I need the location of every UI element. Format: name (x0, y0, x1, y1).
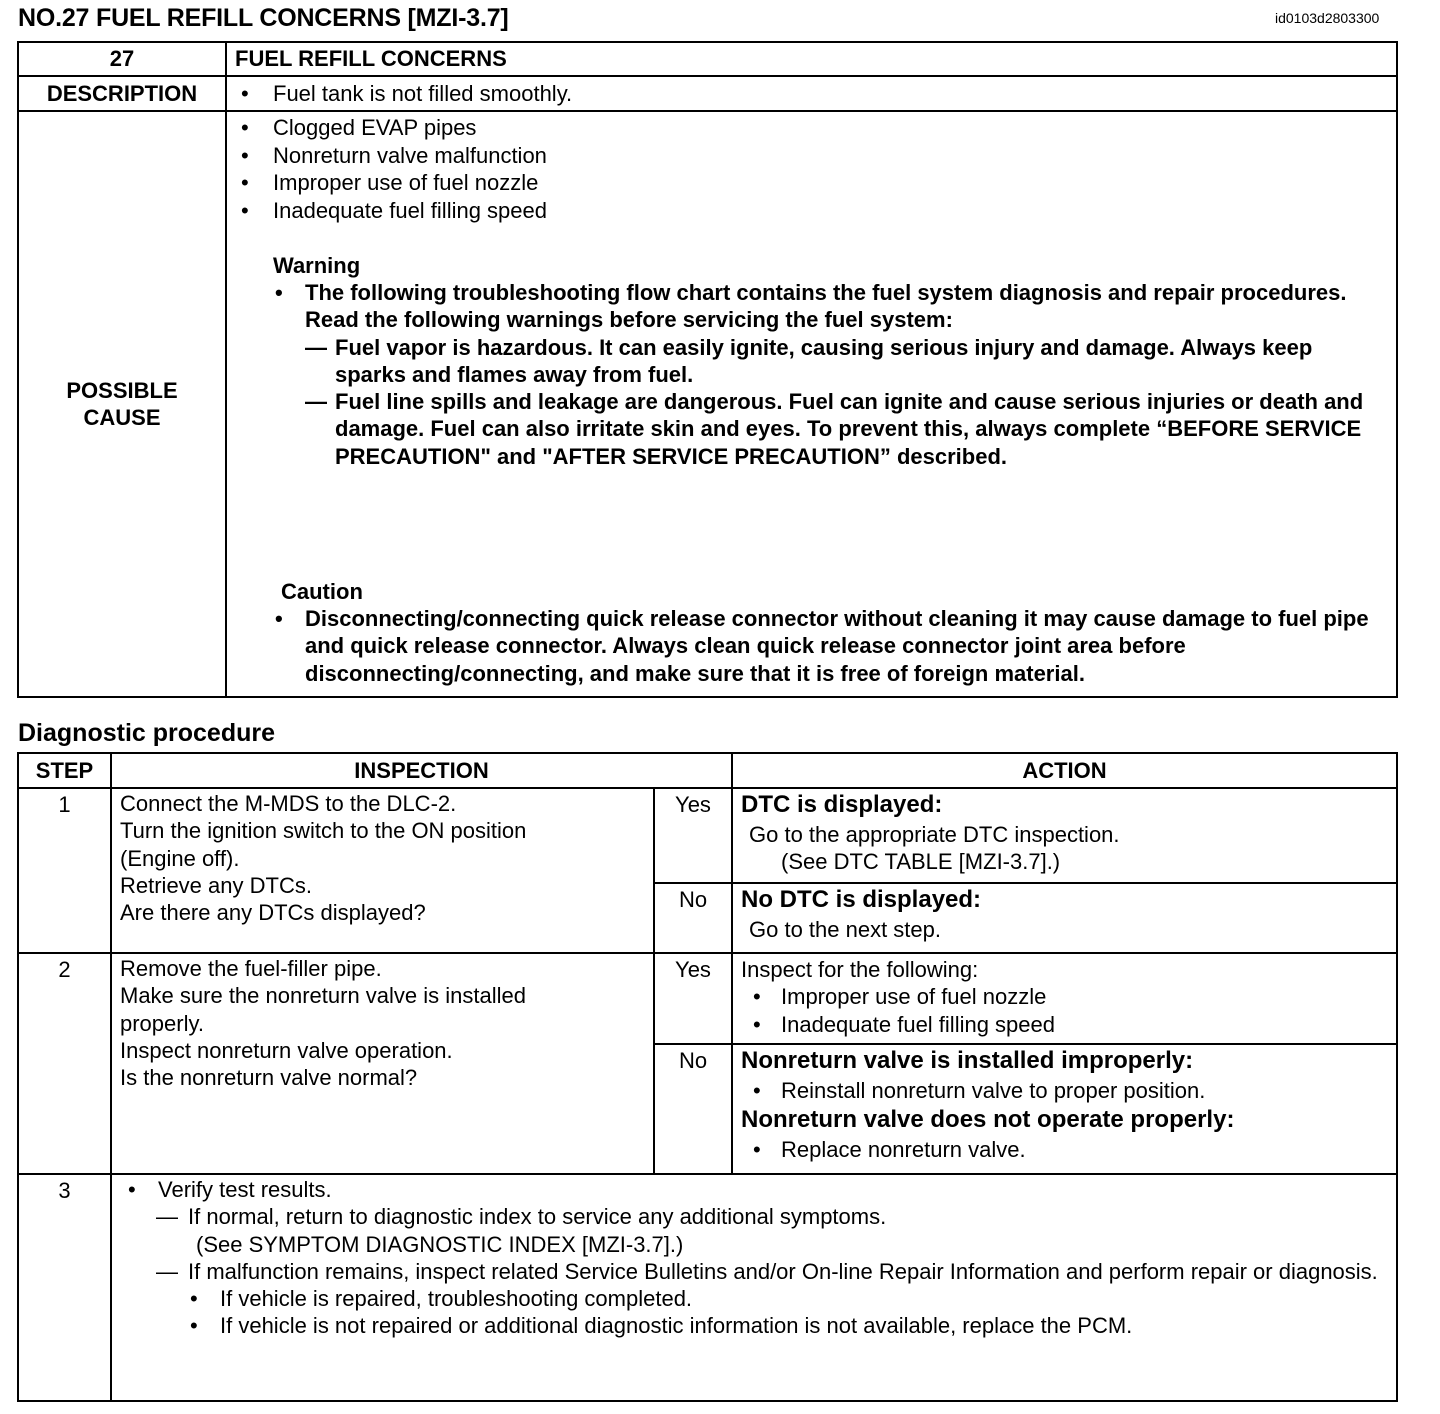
header-step: STEP (18, 753, 111, 788)
step-1-inspection (111, 788, 654, 953)
description-row (18, 76, 1397, 111)
header-action: ACTION (732, 753, 1397, 788)
inspection-line: Remove the fuel-filler pipe. (120, 956, 382, 981)
warning-dash-text: Fuel vapor is hazardous. It can easily ignite, causing serious injury and damage. Always keep sparks and flames away from fuel. (335, 334, 1313, 387)
symptom-table (17, 41, 1398, 698)
step-1-yes-action (732, 788, 1397, 883)
action-reference: (See DTC TABLE [MZI-3.7].) (781, 849, 1061, 875)
inspection-line: Is the nonreturn valve normal? (120, 1065, 418, 1091)
caution-heading: Caution (281, 579, 363, 605)
step-3-sub-bullet: • If vehicle is repaired, troubleshooting completed. (124, 1285, 1384, 1312)
step-3-dash-item: — If normal, return to diagnostic index to service any additional symptoms. (156, 1204, 887, 1230)
step-number: 2 (18, 953, 111, 1174)
action-line: Go to the next step. (749, 917, 942, 942)
step-1-yes-row (18, 788, 1397, 883)
warning-text: • The following troubleshooting flow chart contains the fuel system diagnosis and repair procedures. Read the following warnings before servicing the fuel system: (305, 280, 1347, 333)
step-3-content (111, 1174, 1397, 1401)
inspection-line: properly. (120, 1010, 204, 1036)
action-heading: No DTC is displayed: (741, 886, 982, 913)
possible-cause-label-line-1: POSSIBLE (66, 378, 178, 403)
step-number: 1 (18, 788, 111, 953)
warning-block (227, 279, 1396, 470)
section-title: Diagnostic procedure (18, 719, 275, 747)
diagnostic-table (17, 752, 1398, 1402)
description-label: DESCRIPTION (18, 76, 226, 111)
warning-dash-text: Fuel line spills and leakage are dangerous. Fuel can ignite and cause serious injuries or death and damage. Fuel can also irritate skin and eyes. To prevent this, always complete “BEFORE SERVICE PRECAUTION" and "AFTER SERVICE PRECAUTION” described. (335, 389, 1364, 469)
description-text: • Fuel tank is not filled smoothly. (227, 80, 1396, 108)
inspection-line: (Engine off). (120, 845, 240, 871)
symptom-name: FUEL REFILL CONCERNS (226, 42, 1397, 76)
cause-item: • Clogged EVAP pipes (227, 114, 1396, 142)
step-1-no-action (732, 883, 1397, 953)
inspection-line: Turn the ignition switch to the ON position (120, 818, 527, 844)
step-number: 3 (18, 1174, 111, 1401)
cause-item: • Inadequate fuel filling speed (227, 197, 1396, 225)
step-3-bullet: • Verify test results. (124, 1176, 1384, 1203)
action-heading: Nonreturn valve is installed improperly: (741, 1047, 1194, 1074)
step-3-dash-text: If normal, return to diagnostic index to service any additional symptoms. (188, 1204, 887, 1230)
inspection-line: Make sure the nonreturn valve is installed (120, 983, 526, 1009)
step-3-dash-item: — If malfunction remains, inspect related Service Bulletins and/or On-line Repair Information and perform repair or diagnosis. (156, 1258, 1378, 1284)
yes-label: Yes (654, 788, 732, 883)
no-label: No (654, 1044, 732, 1174)
action-bullet: • Inadequate fuel filling speed (741, 1011, 1388, 1038)
action-line: Go to the appropriate DTC inspection. (749, 822, 1120, 847)
caution-text: • Disconnecting/connecting quick release connector without cleaning it may cause damage to fuel pipe and quick release connector. Always clean quick release connector joint area before disconnecting/connecting, and make sure that it is free of foreign material. (227, 605, 1396, 687)
cause-item: • Nonreturn valve malfunction (227, 142, 1396, 170)
warning-dash-item: — Fuel line spills and leakage are dangerous. Fuel can ignite and cause serious injuries or death and damage. Fuel can also irritate skin and eyes. To prevent this, always complete “BEFORE SERVICE PRECAUTION" and "AFTER SERVICE PRECAUTION” described. (305, 389, 1364, 469)
action-bullet: • Improper use of fuel nozzle (741, 983, 1388, 1010)
symptom-header-row (18, 42, 1397, 76)
inspection-line: Are there any DTCs displayed? (120, 900, 426, 926)
possible-cause-label-line-2: CAUSE (83, 405, 161, 430)
symptom-number: 27 (18, 42, 226, 76)
inspection-line: Retrieve any DTCs. (120, 872, 312, 898)
possible-cause-label (18, 111, 226, 697)
yes-label: Yes (654, 953, 732, 1044)
possible-cause-row (18, 111, 1397, 697)
warning-dash-item: — Fuel vapor is hazardous. It can easily ignite, causing serious injury and damage. Always keep sparks and flames away from fuel. (305, 334, 1313, 387)
header-inspection: INSPECTION (111, 753, 732, 788)
page-title: NO.27 FUEL REFILL CONCERNS [MZI-3.7] (18, 4, 509, 32)
step-2-inspection (111, 953, 654, 1174)
possible-cause-cell (226, 111, 1397, 697)
inspection-line: Connect the M-MDS to the DLC-2. (120, 791, 457, 816)
action-heading: DTC is displayed: (741, 791, 943, 818)
no-label: No (654, 883, 732, 953)
step-3-reference: (See SYMPTOM DIAGNOSTIC INDEX [MZI-3.7].) (196, 1231, 684, 1257)
step-3-sub-bullet: • If vehicle is not repaired or additional diagnostic information is not available, replace the PCM. (124, 1312, 1384, 1339)
warning-heading: Warning (273, 253, 361, 278)
action-bullet: • Replace nonreturn valve. (741, 1136, 1388, 1163)
cause-item: • Improper use of fuel nozzle (227, 169, 1396, 197)
step-3-row (18, 1174, 1397, 1401)
action-line: Inspect for the following: (741, 957, 979, 982)
diagnostic-header-row (18, 753, 1397, 788)
inspection-line: Inspect nonreturn valve operation. (120, 1037, 453, 1063)
step-3-dash-text: If malfunction remains, inspect related Service Bulletins and/or On-line Repair Information and perform repair or diagnosis. (188, 1258, 1378, 1284)
action-heading: Nonreturn valve does not operate properly: (741, 1106, 1235, 1134)
description-cell (226, 76, 1397, 111)
step-2-yes-row (18, 953, 1397, 1044)
step-2-yes-action (732, 953, 1397, 1044)
document-id: id0103d2803300 (1275, 10, 1380, 26)
step-2-no-action (732, 1044, 1397, 1174)
action-bullet: • Reinstall nonreturn valve to proper position. (741, 1077, 1388, 1104)
